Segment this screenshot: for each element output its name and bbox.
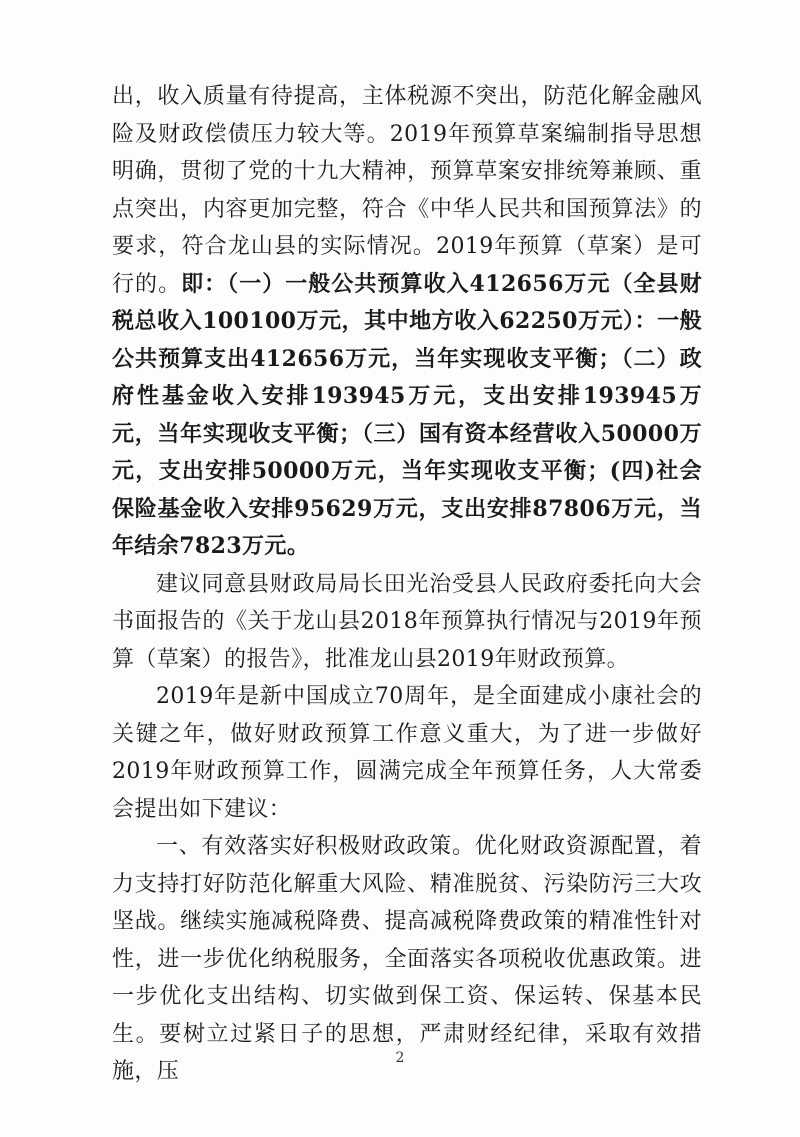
paragraph-text: 一、有效落实好积极财政政策。优化财政资源配置，着力支持打好防范化解重大风险、精准脱贫、污染防污三大攻坚战。继续实施减税降费、提高减税降费政策的精准性针对性，进一步优化纳税服务，全面落实各项税收优惠政策。进一步优化支出结构、切实做到保工资、保运转、保基本民生。要树立过紧日子的思想，严肃财经纪律，采取有效措施，压: [112, 834, 702, 1084]
budget-figures-bold-text: 即：（一）一般公共预算收入412656万元（全县财税总收入100100万元，其中地方收入62250万元）：一般公共预算支出412656万元，当年实现收支平衡；（二）政府性基金收入安排193945万元，支出安排193945万元，当年实现收支平衡；（三）国有资本经营收入50000万元，支出安排50000万元，当年实现收支平衡；(四)社会保险基金收入安排95629万元，支出安排87806万元，当年结余7823万元。: [112, 270, 702, 559]
page-number: 2: [395, 1050, 405, 1066]
body-text: [112, 78, 702, 1091]
paragraph-text: 出，收入质量有待提高，主体税源不突出，防范化解金融风险及财政偿债压力较大等。2019年预算草案编制指导思想明确，贯彻了党的十九大精神，预算草案安排统筹兼顾、重点突出，内容更加完整，符合《中华人民共和国预算法》的要求，符合龙山县的实际情况。2019年预算（草案）是可行的。: [112, 84, 702, 297]
paragraph-text: 2019年是新中国成立70周年，是全面建成小康社会的关键之年，做好财政预算工作意义重大，为了进一步做好2019年财政预算工作，圆满完成全年预算任务，人大常委会提出如下建议：: [112, 684, 702, 822]
paragraph-approval-proposal: [112, 566, 702, 679]
paragraph-continuation: [112, 78, 702, 566]
paragraph-recommendations-intro: [112, 678, 702, 828]
paragraph-text: 建议同意县财政局局长田光治受县人民政府委托向大会书面报告的《关于龙山县2018年预算执行情况与2019年预算（草案）的报告》，批准龙山县2019年财政预算。: [112, 571, 702, 672]
